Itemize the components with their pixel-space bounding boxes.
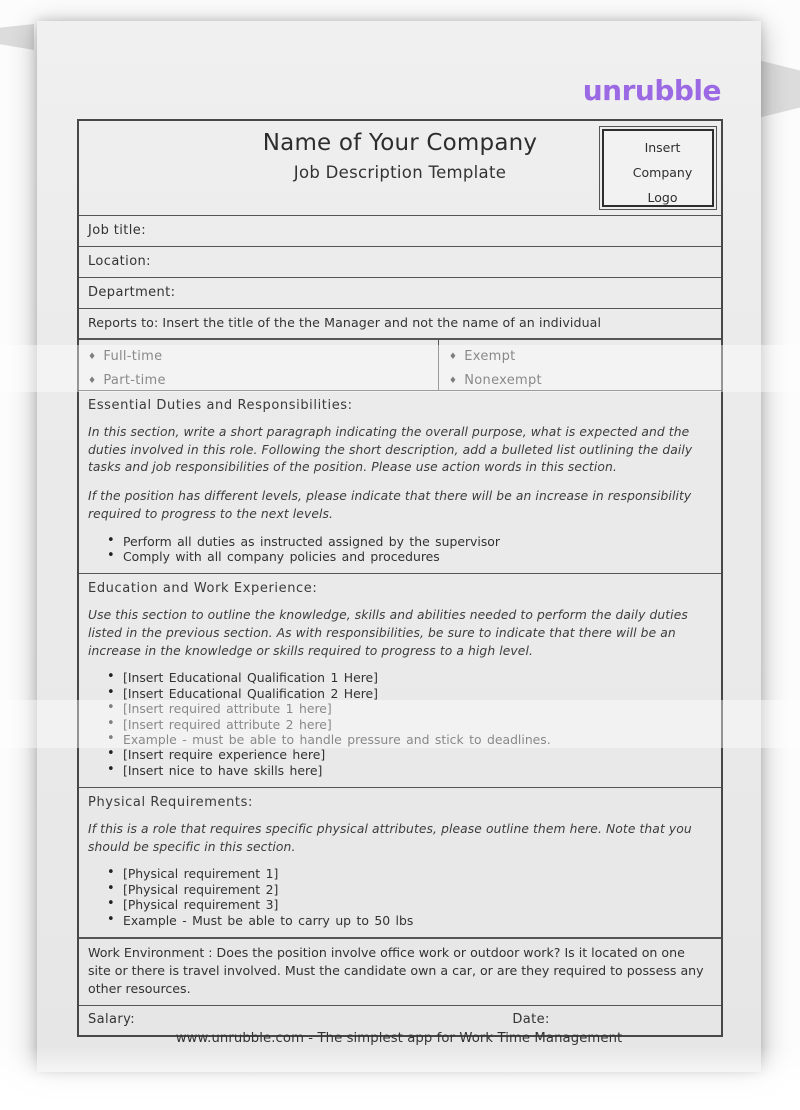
section-heading: Physical Requirements: [88, 795, 253, 810]
bullet-item: • [Insert required attribute 1 here] [123, 701, 709, 716]
document-sheet [37, 21, 761, 1072]
diamond-bullet-icon: ♦ [88, 376, 97, 386]
reports-to-field-row: Reports to: Insert the title of the the Manager and not the name of an individual [79, 308, 721, 338]
bullet-item: • [Insert nice to have skills here] [123, 763, 709, 778]
bullet-item: • [Physical requirement 2] [123, 882, 709, 897]
company-logo-placeholder-inner [602, 129, 714, 207]
table-header-row [79, 121, 721, 215]
section-paragraph: If the position has different levels, please indicate that there will be an increase in responsibility required to progress to the next levels. [88, 489, 692, 521]
full-time-option [88, 345, 438, 369]
employment-schedule-column [79, 340, 438, 390]
bullet-item: • Example - Must be able to carry up to 50 lbs [123, 913, 709, 928]
torn-paper-edge-right [758, 60, 800, 118]
education-experience-section [79, 573, 721, 787]
department-field-row: Department: [79, 277, 721, 308]
bullet-item: • [Insert require experience here] [123, 747, 709, 762]
bullet-item: • [Physical requirement 1] [123, 866, 709, 881]
company-name-title: Name of Your Company [262, 130, 538, 156]
section-paragraph: Use this section to outline the knowledge, skills and abilities needed to perform the daily duties listed in the previous section. As with responsibilities, be sure to indicate that there will be an increase in the knowledge or skills required to progress to a high level. [88, 608, 688, 658]
bullet-item: • Perform all duties as instructed assigned by the supervisor [123, 534, 709, 549]
salary-label: Salary: [88, 1011, 136, 1027]
bullet-item: • [Physical requirement 3] [123, 897, 709, 912]
document-title: Job Description Template [293, 163, 507, 182]
section-bullet-list [88, 670, 709, 778]
job-description-table [77, 119, 723, 1037]
employment-exemption-column [438, 340, 721, 390]
job-title-field-row: Job title: [79, 215, 721, 246]
physical-requirements-section [79, 787, 721, 937]
unrubble-logo: unrubble [582, 74, 721, 107]
logo-placeholder-line: Logo [647, 190, 678, 205]
footer-tagline: www.unrubble.com - The simplest app for Work Time Management [175, 1031, 623, 1046]
nonexempt-label: Nonexempt [464, 373, 542, 388]
logo-placeholder-line: Company [632, 165, 693, 180]
bullet-item: • Comply with all company policies and procedures [123, 549, 709, 564]
location-field-row: Location: [79, 246, 721, 277]
section-paragraph: In this section, write a short paragraph indicating the overall purpose, what is expected and the duties involved in this role. Following the short description, add a bulleted list outlining the daily tasks and job responsibilities of the position. Please use action words in this section. [88, 425, 693, 475]
diamond-bullet-icon: ♦ [88, 352, 97, 362]
section-heading: Essential Duties and Responsibilities: [88, 398, 353, 413]
employment-type-row [79, 338, 721, 390]
exempt-option [449, 345, 721, 369]
bullet-item: • [Insert Educational Qualification 1 Here] [123, 670, 709, 685]
section-heading: Education and Work Experience: [88, 581, 318, 597]
full-time-label: Full-time [103, 349, 163, 364]
bullet-item: • Example - must be able to handle pressure and stick to deadlines. [123, 732, 709, 747]
bullet-item: • [Insert required attribute 2 here] [123, 717, 709, 732]
part-time-label: Part-time [103, 373, 166, 388]
work-environment-row: Work Environment : Does the position involve office work or outdoor work? Is it located on one site or there is travel involved. Must the candidate own a car, or are they required to possess any other resources. [79, 937, 721, 1005]
section-bullet-list [88, 534, 709, 565]
exempt-label: Exempt [464, 349, 516, 364]
date-label: Date: [512, 1011, 550, 1027]
diamond-bullet-icon: ♦ [448, 376, 458, 386]
torn-paper-edge-left [0, 24, 34, 50]
diamond-bullet-icon: ♦ [448, 352, 458, 362]
company-logo-placeholder [599, 126, 717, 210]
section-bullet-list [88, 866, 709, 928]
essential-duties-section [79, 390, 721, 573]
logo-placeholder-line: Insert [644, 140, 681, 155]
section-paragraph: If this is a role that requires specific physical attributes, please outline them here. Note that you should be specific in this section. [88, 822, 692, 854]
bullet-item: • [Insert Educational Qualification 2 Here] [123, 686, 709, 701]
